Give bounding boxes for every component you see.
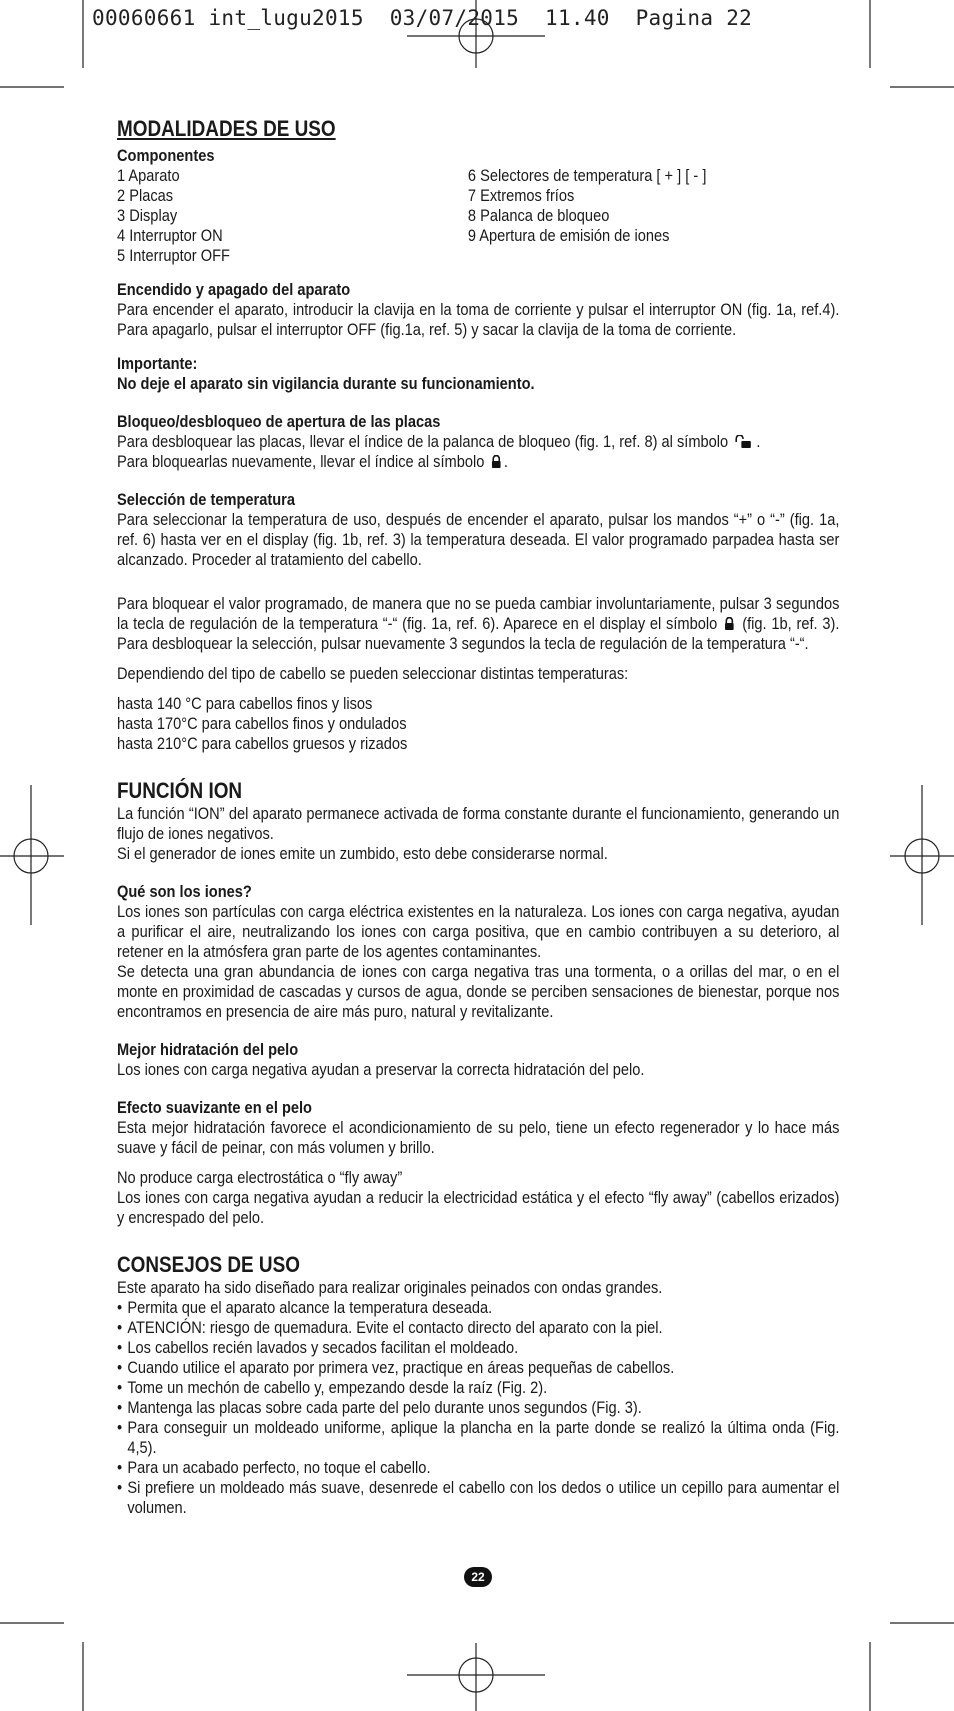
list-item: • Tome un mechón de cabello y, empezando desde la raíz (Fig. 2). xyxy=(117,1378,839,1398)
list-item: • Para conseguir un moldeado uniforme, aplique la plancha en la parte donde se realizó la última onda (Fig. 4,5). xyxy=(117,1418,839,1458)
static-line: No produce carga electrostática o “fly away” xyxy=(117,1168,403,1187)
temperature-item: hasta 170°C para cabellos finos y ondulados xyxy=(117,714,407,733)
lock-text-1: Para desbloquear las placas, llevar el índice de la palanca de bloqueo (fig. 1, ref. 8) al símbolo xyxy=(117,432,729,451)
section-title-ion: FUNCIÓN ION xyxy=(117,778,243,803)
consejos-intro: Este aparato ha sido diseñado para realizar originales peinados con ondas grandes. xyxy=(117,1278,663,1297)
temp-heading: Selección de temperatura xyxy=(117,490,295,509)
component-item: 3 Display xyxy=(117,206,178,225)
block-text xyxy=(117,594,839,654)
block-text-a: Para bloquear el valor programado, de manera que no se pueda cambiar involuntariamente, pulsar 3 segundos la tecla de regulación de la temperatura “-“ (fig. 1a, ref. 6). Aparece en el display el símbolo xyxy=(117,594,840,633)
onoff-text: Para encender el aparato, introducir la clavija en la toma de corriente y pulsar el interruptor ON (fig. 1a, ref.4). Para apagarlo, pulsar el interruptor OFF (fig.1a, ref. 5) y sacar la clavija de la toma de corriente. xyxy=(117,300,840,339)
lock-text-lock: Para bloquearlas nuevamente, llevar el índice al símbolo . xyxy=(117,452,508,471)
consejos-list xyxy=(117,1298,839,1518)
list-item: • Permita que el aparato alcance la temperatura deseada. xyxy=(117,1298,839,1318)
list-item: • Para un acabado perfecto, no toque el cabello. xyxy=(117,1458,839,1478)
component-item: 7 Extremos fríos xyxy=(467,186,575,205)
registration-target-right xyxy=(890,785,954,925)
block-text-b: (fig. 1b, ref. 3). Para desbloquear la selección, pulsar nuevamente 3 segundos la tecla de regulación de la temperatura “-“. xyxy=(117,614,840,653)
hydration-text: Los iones con carga negativa ayudan a preservar la correcta hidratación del pelo. xyxy=(117,1060,645,1079)
important-text: No deje el aparato sin vigilancia durante su funcionamiento. xyxy=(117,374,535,393)
registration-target-left xyxy=(0,785,64,925)
list-item: • Mantenga las placas sobre cada parte del pelo durante unos segundos (Fig. 3). xyxy=(117,1398,839,1418)
component-item: 4 Interruptor ON xyxy=(117,226,223,245)
component-item: 9 Apertura de emisión de iones xyxy=(467,226,670,245)
components-list xyxy=(117,166,839,266)
soft-text: Esta mejor hidratación favorece el acondicionamiento de su pelo, tiene un efecto regenerador y lo hace más suave y fácil de peinar, con más volumen y brillo. xyxy=(117,1118,840,1157)
section-title-modalidades: MODALIDADES DE USO xyxy=(117,116,336,141)
static-text: Los iones con carga negativa ayudan a reducir la electricidad estática y el efecto “fly away” (cabellos erizados) y encrespado del pelo. xyxy=(117,1188,840,1227)
page-number-badge: 22 xyxy=(464,1567,492,1587)
section-title-consejos: CONSEJOS DE USO xyxy=(117,1252,300,1277)
component-item: 5 Interruptor OFF xyxy=(117,246,230,265)
depend-text: Dependiendo del tipo de cabello se pueden seleccionar distintas temperaturas: xyxy=(117,664,629,683)
lock-heading: Bloqueo/desbloqueo de apertura de las placas xyxy=(117,412,441,431)
lock-text-unlock: Para desbloquear las placas, llevar el índice de la palanca de bloqueo (fig. 1, ref. 8) al símbolo . xyxy=(117,432,761,451)
hydration-heading: Mejor hidratación del pelo xyxy=(117,1040,299,1059)
print-slug: 00060661 int_lugu2015 03/07/2015 11.40 Pagina 22 xyxy=(92,6,753,30)
component-item: 8 Palanca de bloqueo xyxy=(467,206,610,225)
lock-icon xyxy=(491,455,501,468)
onoff-heading: Encendido y apagado del aparato xyxy=(117,280,351,299)
page-content xyxy=(117,116,839,1518)
component-item: 1 Aparato xyxy=(117,166,180,185)
ions-heading: Qué son los iones? xyxy=(117,882,252,901)
temperature-item: hasta 210°C para cabellos gruesos y rizados xyxy=(117,734,408,753)
list-item: • Si prefiere un moldeado más suave, desenrede el cabello con los dedos o utilice un cepillo para aumentar el volumen. xyxy=(117,1478,839,1518)
unlock-icon xyxy=(735,435,754,448)
list-item: • Cuando utilice el aparato por primera vez, practique en áreas pequeñas de cabellos. xyxy=(117,1358,839,1378)
soft-heading: Efecto suavizante en el pelo xyxy=(117,1098,313,1117)
list-item: • ATENCIÓN: riesgo de quemadura. Evite el contacto directo del aparato con la piel. xyxy=(117,1318,839,1338)
lock-text-2: Para bloquearlas nuevamente, llevar el índice al símbolo xyxy=(117,452,485,471)
temperature-list xyxy=(117,694,839,754)
registration-target-bottom xyxy=(407,1643,545,1711)
important-heading: Importante: xyxy=(117,354,198,373)
components-heading: Componentes xyxy=(117,146,215,165)
ions-text-1: Los iones son partículas con carga eléctrica existentes en la naturaleza. Los iones con carga negativa, ayudan a purificar el aire, neutralizando los iones con carga positiva, que en cambio contribuyen a su deterioro, al retener en la atmósfera gran parte de los agentes contaminantes. xyxy=(117,902,840,961)
component-item: 6 Selectores de temperatura [ + ] [ - ] xyxy=(467,166,707,185)
ion-intro-2: Si el generador de iones emite un zumbido, esto debe considerarse normal. xyxy=(117,844,608,863)
lock-icon xyxy=(725,617,735,630)
component-item: 2 Placas xyxy=(117,186,174,205)
ions-text-2: Se detecta una gran abundancia de iones con carga negativa tras una tormenta, o a orillas del mar, o en el monte en proximidad de cascadas y cursos de agua, donde se perciben sensaciones de bienestar, porque nos encontramos en presencia de aire más puro, natural y revitalizante. xyxy=(117,962,840,1021)
temp-text: Para seleccionar la temperatura de uso, después de encender el aparato, pulsar los mandos “+” o “-” (fig. 1a, ref. 6) hasta ver en el display (fig. 1b, ref. 3) la temperatura deseada. El valor programado parpadea hasta ser alcanzado. Proceder al tratamiento del cabello. xyxy=(117,510,840,569)
temperature-item: hasta 140 °C para cabellos finos y lisos xyxy=(117,694,373,713)
ion-intro: La función “ION” del aparato permanece activada de forma constante durante el funcionamiento, generando un flujo de iones negativos. xyxy=(117,804,840,843)
list-item: • Los cabellos recién lavados y secados facilitan el moldeado. xyxy=(117,1338,839,1358)
